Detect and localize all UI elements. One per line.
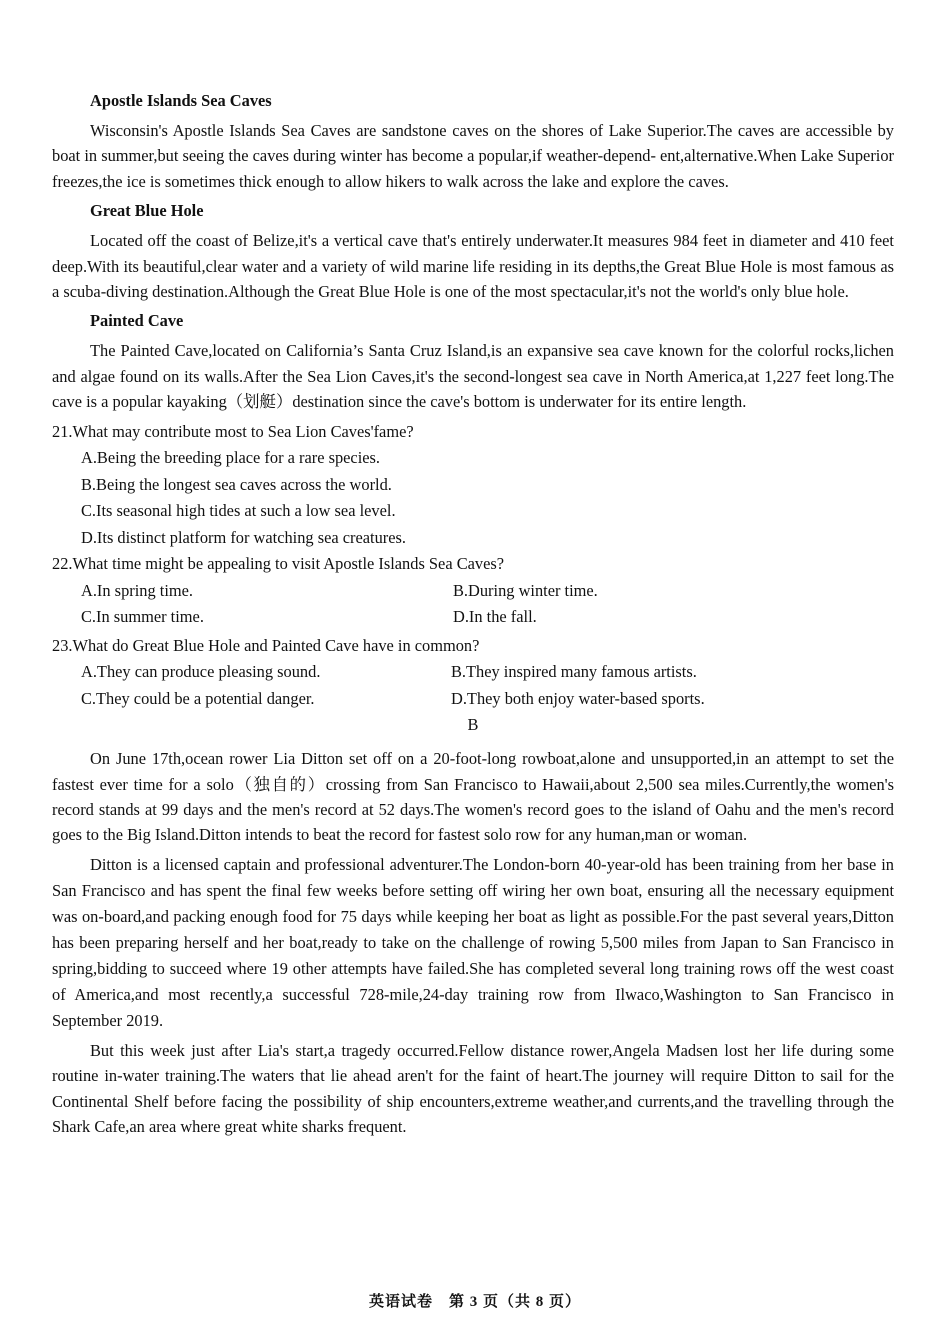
question-stem: 22.What time might be appealing to visit Apostle Islands Sea Caves? — [52, 554, 505, 574]
option-b: B.They inspired many famous artists. — [451, 662, 697, 682]
question-stem: 21.What may contribute most to Sea Lion Caves'fame? — [52, 421, 414, 441]
option-c: C.In summer time. — [81, 607, 204, 627]
option-c: C.Its seasonal high tides at such a low sea level. — [81, 501, 396, 521]
options-row-2 — [81, 686, 894, 713]
apostle-heading: Apostle Islands Sea Caves — [90, 91, 272, 110]
option-b: B.During winter time. — [453, 580, 598, 600]
passage-b-paragraph-3: But this week just after Lia's start,a tragedy occurred.Fellow distance rower,Angela Madsen lost her life during some routine in-water training.The waters that lie ahead aren't for the faint of heart.The journey will require Ditton to sail for the Continental Shelf before facing the possibility of ship encounters,extreme weather,and currents,and the travelling through the Shark Cafe,an area where great white sharks frequent. — [52, 1040, 894, 1136]
blue-hole-paragraph: Located off the coast of Belize,it's a vertical cave that's entirely underwater.It measures 984 feet in diameter and 410 feet deep.With its beautiful,clear water and a variety of wild marine life residing in its depths,the Great Blue Hole is most famous as a scuba-diving destination.Although the Great Blue Hole is one of the most spectacular,it's not the world's only blue hole. — [52, 231, 894, 302]
passage-b-paragraph-2: Ditton is a licensed captain and professional adventurer.The London-born 40-year-old has been training from her base in San Francisco and has spent the final few weeks before setting off wiring her own boat, ensuring all the necessary equipment was on-board,and packing enough food for 75 days while keeping her boat as light as possible.For the past several years,Ditton has been preparing herself and her boat,ready to take on the challenge of rowing 5,500 miles from Japan to San Francisco in spring,bidding to succeed where 19 other attempts have failed.She has completed several long training rows off the west coast of America,and most recently,a successful 728-mile,24-day training row from Ilwaco,Washington to San Francisco in September 2019. — [52, 854, 894, 1030]
option-b: B.Being the longest sea caves across the world. — [81, 474, 392, 494]
options-row-2 — [81, 604, 894, 631]
options-row-1 — [81, 578, 894, 605]
page-footer: 英语试卷 第 3 页（共 8 页） — [368, 1294, 581, 1310]
option-c: C.They could be a potential danger. — [81, 688, 315, 708]
option-a: A.Being the breeding place for a rare species. — [81, 448, 380, 468]
option-a: A.In spring time. — [81, 580, 193, 600]
options-row-1 — [81, 659, 894, 686]
question-21 — [52, 419, 894, 552]
apostle-paragraph: Wisconsin's Apostle Islands Sea Caves are sandstone caves on the shores of Lake Superior.The caves are accessible by boat in summer,but seeing the caves during winter has become a popular,if weather-depend- ent,alternative.When Lake Superior freezes,the ice is sometimes thick enough to allow hikers to walk across the lake and explore the caves. — [52, 121, 894, 191]
blue-hole-heading: Great Blue Hole — [90, 201, 204, 221]
passage-b-paragraph-1: On June 17th,ocean rower Lia Ditton set off on a 20-foot-long rowboat,alone and unsupported,in an attempt to set the fastest ever time for a solo（独自的）crossing from San Francisco to Hawaii,about 2,500 sea miles.Currently,the women's record stands at 99 days and the men's record at 52 days.The women's record goes to the island of Oahu and the men's record goes to the Big Island.Ditton intends to beat the record for fastest solo row for any human,man or woman. — [52, 749, 894, 845]
painted-cave-heading: Painted Cave — [90, 311, 184, 331]
option-d: D.They both enjoy water-based sports. — [451, 688, 705, 708]
question-stem: 23.What do Great Blue Hole and Painted Cave have in common? — [52, 635, 480, 655]
passage-b-letter: B — [467, 715, 479, 735]
question-22 — [52, 551, 894, 631]
question-23 — [52, 633, 894, 713]
exam-page — [52, 88, 894, 1143]
option-d: D.In the fall. — [453, 607, 537, 627]
option-a: A.They can produce pleasing sound. — [81, 662, 321, 682]
painted-cave-paragraph: The Painted Cave,located on California’s Santa Cruz Island,is an expansive sea cave known for the colorful rocks,lichen and algae found on its walls.After the Sea Lion Caves,it's the second-longest sea cave in North America,at 1,227 feet long.The cave is a popular kayaking（划艇）destination since the cave's bottom is underwater for its entire length. — [52, 341, 894, 412]
option-d: D.Its distinct platform for watching sea creatures. — [81, 527, 406, 547]
